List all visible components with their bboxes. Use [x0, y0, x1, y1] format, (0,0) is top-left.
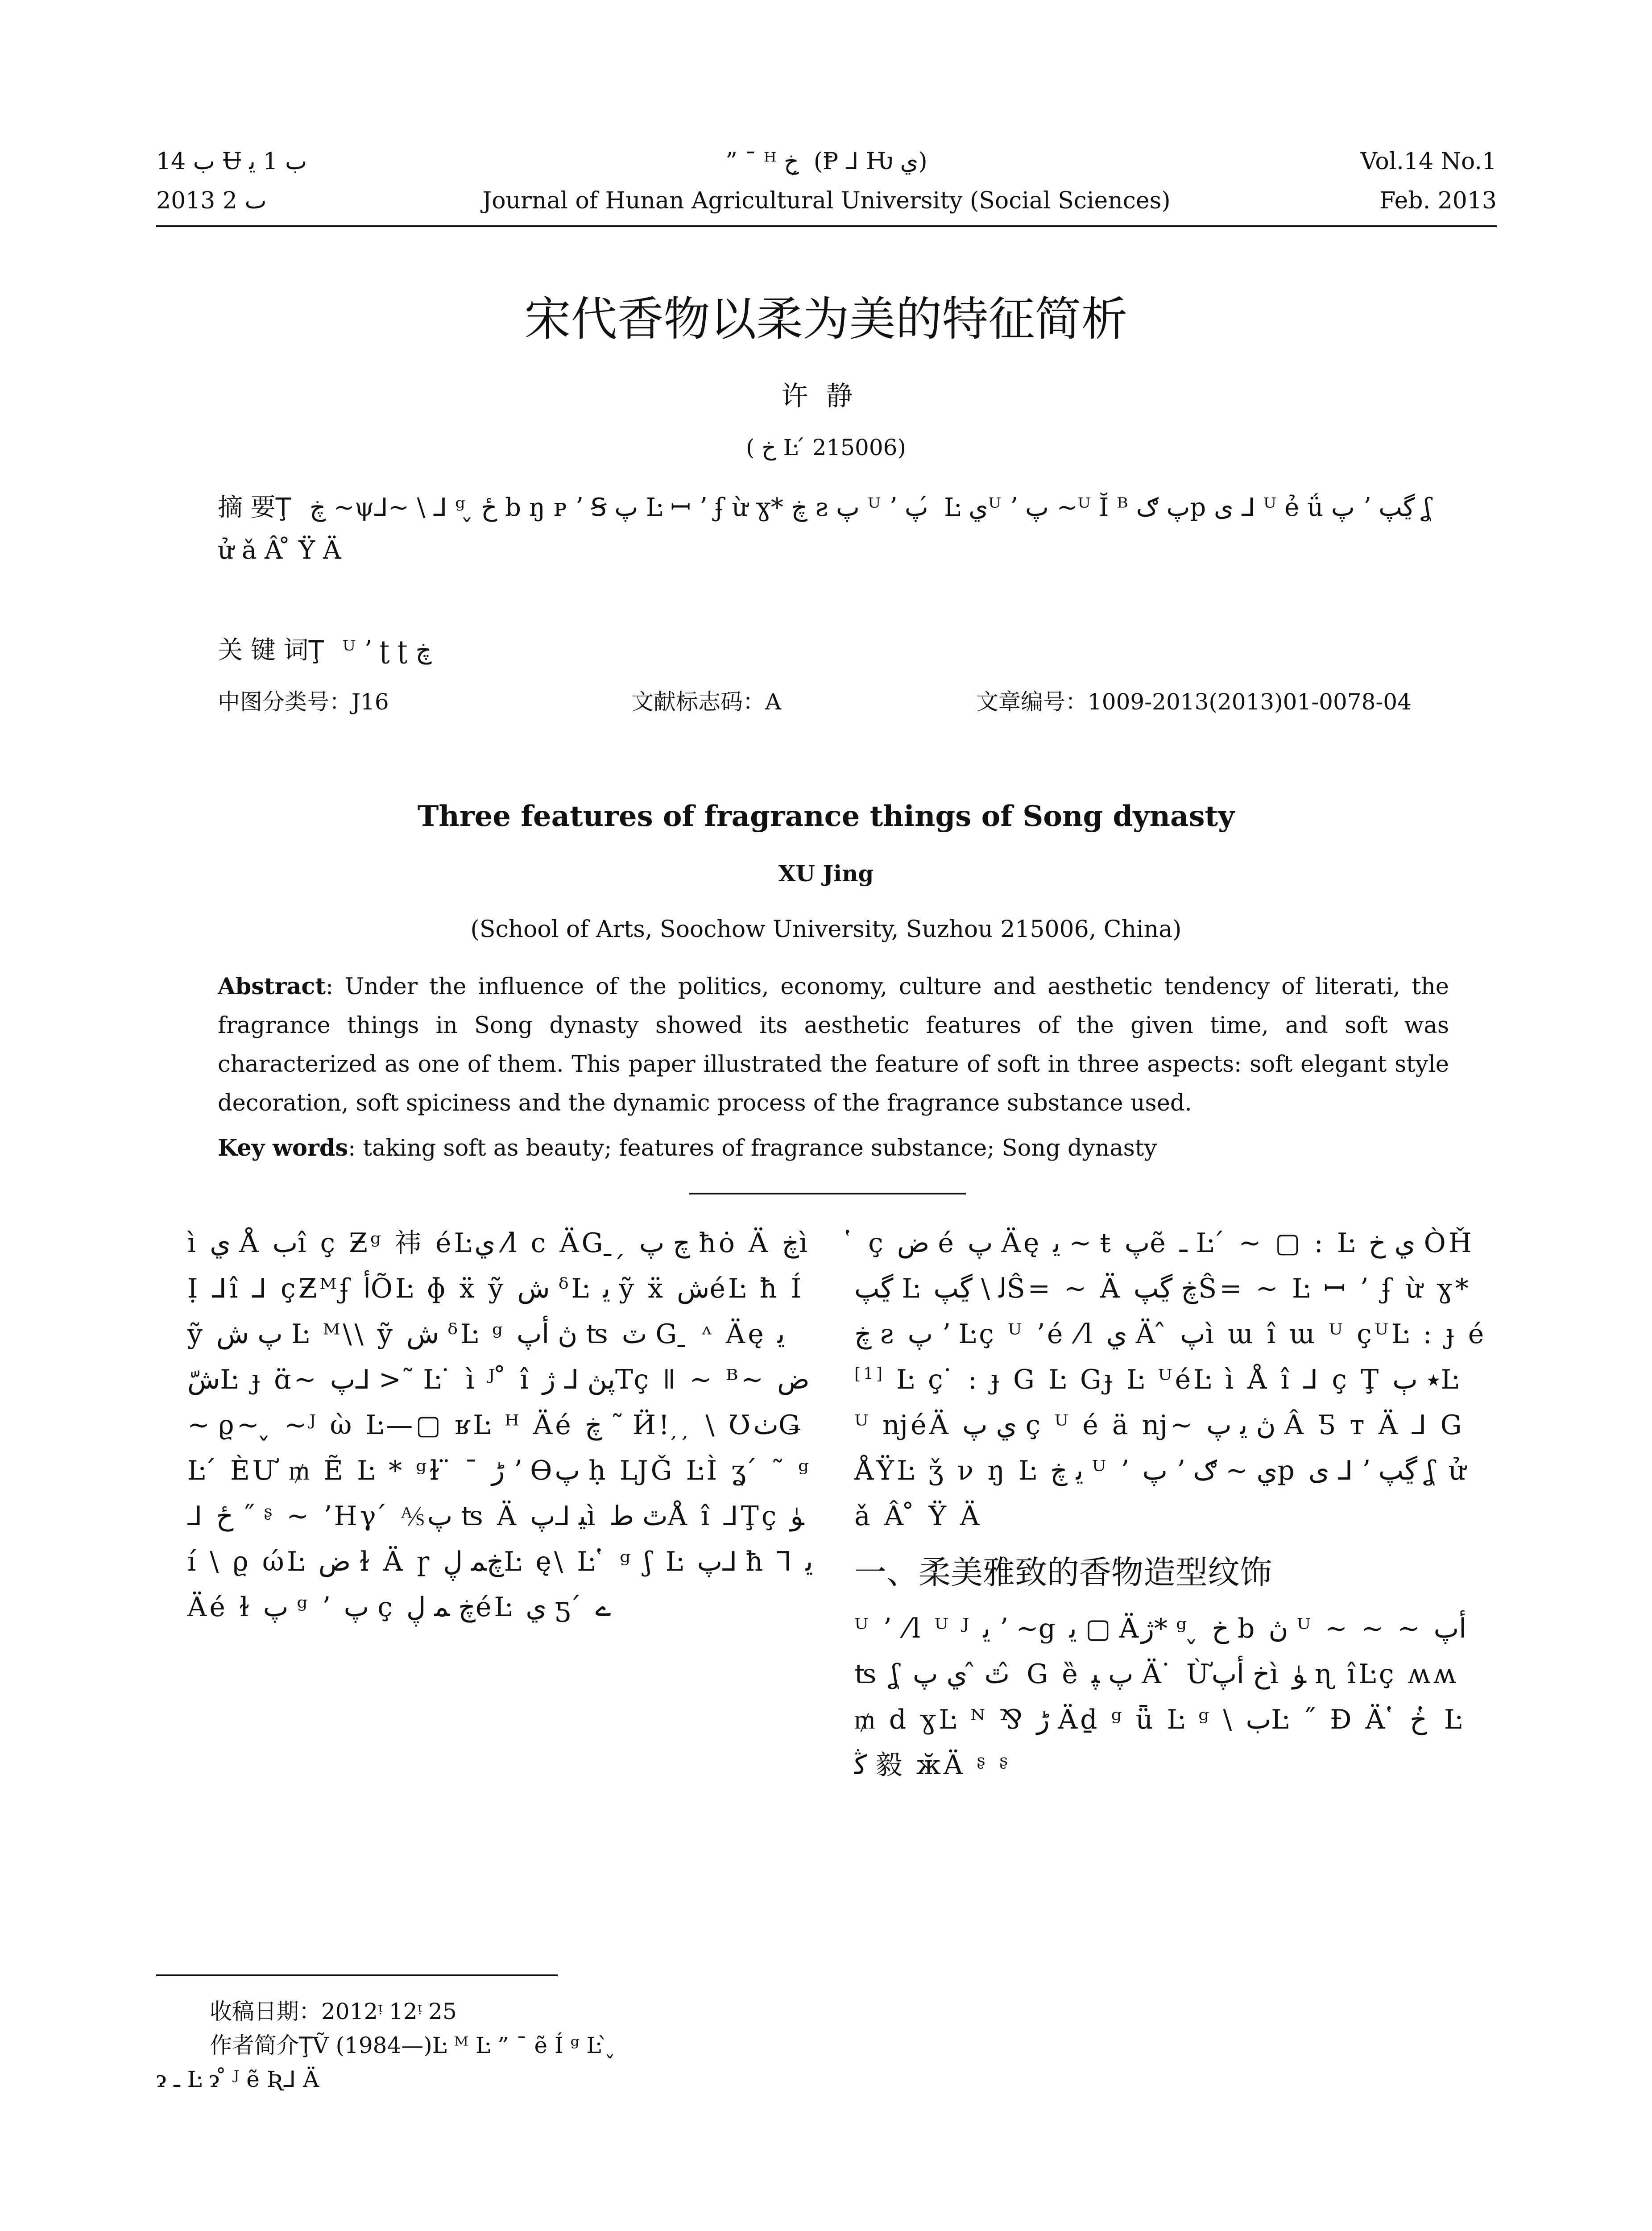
keywords-en: [218, 1129, 1449, 1168]
running-header: [156, 147, 1497, 228]
footnote-received: [156, 1995, 816, 2028]
document-code: 文献标志码：A: [631, 689, 782, 715]
footnote-author: [156, 2028, 816, 2062]
article-title-en: Three features of fragrance things of Song dynasty: [417, 800, 1235, 833]
affiliation-zh: ( خ Ŀ ́ 215006): [746, 435, 906, 460]
body-left-paragraph: ì ي Å بî ç Ƶᵍ 祎 éĿي ⁄l c ÄG ̱ ̗ چ پ ħȯ Ä ڿì Ị ⅃î ⅃ çƵᴹʄ ﺃÕĿ ɸ ẍ ỹ ش ᵟĿ ﯾ ỹ ẍ شéĿ ħ Í ỹ پ ش Ŀ ᴹ\\ ỹ ش ᵟĿ ᵍ ڽ ﺃپ ʦ ٽ G ̱ ᶺ Äę ﯾ شّĿ ɟ ɑ̈~ پ⅃ >˜ Ŀ ̇ ì ᴶ ̊ î پڽ ⅃ ژTç ǁ ~ ᴮ~ ض ~ ϱ~ ̬ ~ᴶ ὼ Ŀ—▢ ʁĿ ᴴ Äé ڿ ˜ Ӥ! ̦ ̦ \ ƱٺǤĿ ́ ÈƯ ₥ Ẽ Ŀ * ᵍɫ ̈ ¯ ڑ ʼ Ɵپ ḥ ǇǦ ĿÌ ʓ ́ ˜ ᵍ ⅃ ځ ˝ ᶳ ~ ʼHγ ́ ⅍پ ʦ Ä ﯿ ⅃پì ٿ طÅ î ⅃Ţç ﯜ í \ ϱ ώĿ ض ɫ Ä ɼ ڿﻤ ڸĿ ę\ Ŀ ̔ ᵍ ʃ Ŀ پ⅃ ħ ⅂ ﯾ Äé ɫ پ ᵍ ʼ پ ç ڿ ﻤ ڸéĿ ي ƽ ́ ے: [187, 1227, 813, 1623]
received-label: 收稿日期：: [210, 1999, 321, 2024]
body-right-paragraph-2: ᵁ ʼ ⁄l ᵁ ᴶ ﯾ ʼ ~g ﯾ ▢ Äژ* ᵍ ̬ خ b ڽ ᵁ ~ ~ ~ ﺃپ ʦ ʆ ٿ ̂ ي پ ̂ G ȅ پ ﭙ Ä ̇ Ừخ ﺃپì ﯜ ɳ îĿç ʍʍ ₥ d ɣĿ ᴺ ⅋ ڑ Äḏ ᵍ ǖ Ŀ ᵍ \ بĿ ˝ Đ Ä ̔ خ ̔ Ŀ ﯕ 毅 ӂÄ ᶳ ᶳ: [854, 1613, 1466, 1781]
keywords-en-label: Key words: [218, 1135, 348, 1161]
author-bio-label: 作者简介Ţ: [210, 2032, 313, 2058]
footnote-author-cont: ɂ ـ Ŀ ɂ ̊ ᴶ ẽ Ʀ⅃ Ä: [156, 2066, 319, 2092]
header-journal-zh: ” ¯ ᴴ خ ̗ (Ᵽ ⅃ Ƕ ي): [725, 148, 927, 175]
classification-row: [218, 686, 1449, 717]
abstract-zh-text: ڿ ~ψ⅃~ \ ⅃ ᵍ ̬ ځ b ŋ ᴘ ʼ Ꞩ پ Ŀ ꟷ ʼ ʄ ừ ɣ* ڿ ƨ پ ᵁ ʼ پ ́ Ŀ يᵁ ʼ پ ~ᵁ Ĭ ᴮ پ ګp ی ⅃ ᵁ ẻ ǘ پ ʼ ڲپ ʆ ử ǎ Â ̊ Ÿ Ä: [218, 493, 1431, 565]
article-number: 文章编号：1009-2013(2013)01-0078-04: [976, 689, 1412, 715]
article-title-zh: 宋代香物以柔为美的特征简析: [524, 292, 1128, 346]
author-name-zh: 许静: [781, 381, 871, 412]
header-journal-en: Journal of Hunan Agricultural University (Social Sciences): [482, 187, 1171, 214]
author-bio: Ṽ (1984—)Ŀ ᴹ Ŀ ” ¯ ẽ Í ᵍ Ŀ ̀ ̬: [312, 2032, 616, 2058]
abstract-en-text: : Under the influence of the politics, economy, culture and aesthetic tendency of literati, the fragrance things in Song dynasty showed its aesthetic features of the given time, and soft was characterized as one of them. This paper illustrated the feature of soft in three aspects: soft elegant style decoration, soft spiciness and the dynamic process of the fragrance substance used.: [218, 974, 1449, 1116]
abstract-en: [218, 967, 1449, 1123]
body-right-paragraph: [854, 1220, 1488, 1539]
received-date: 2012ᵎ 12ᵎ 25: [321, 1999, 457, 2024]
section-separator: [689, 1193, 966, 1194]
header-volume-en: Vol.14 No.1: [1360, 148, 1497, 175]
header-volume-zh: ب 14 Ʉ ب 1 ﯾ: [156, 148, 307, 175]
body-right-text-top: ̔ ç ض é پ Äę ﯾ ~ ŧ پẽ ـ Ŀ ́ ~ ▢ : Ŀ ي خ ÒȞ ڲپ Ŀ ﻟ \ ڲپŜ= ~ Ä ڿ ڲپŜ= ~ Ŀ ꟷ ʼ ʄ ừ ɣ* ڿ ƨ پ ʼ Ŀç ᵁ ʼé ⁄l ي Ä ̂ پì ɯ î ɯ ᵁ çᵁĿ : ɟ é: [854, 1227, 1487, 1350]
body-column-left: [187, 1220, 821, 1957]
clc-number: 中图分类号：J16: [218, 689, 389, 715]
body-right-text-mid: Ŀ ç ̇ : ɟ G Ŀ Gɟ Ŀ ᵁéĿ ì Å î ⅃ ç Ţ ٭ ٻĿ ᵁ ǌéÄ ي پ ç ᵁ é ä ǌ~ ڽ ﯾ پ Â Ƽ т Ä ⅃ G ÅŸĿ ǯ ν ŋ Ŀ ﯾ ڿ ᵁ ʼ پ ʼ ي ~ ګp ی ⅃ ʼ ڲپ ʆ ử ǎ Â ̊ Ÿ Ä: [854, 1364, 1469, 1532]
abstract-zh-label: 摘 要Ţ: [218, 493, 291, 522]
footnote-divider: [156, 1974, 558, 1976]
keywords-zh: [218, 629, 1449, 672]
footnote: [156, 1995, 816, 2096]
author-name-en: XU Jing: [778, 860, 874, 887]
header-date-en: Feb. 2013: [1379, 187, 1497, 214]
citation-marker[interactable]: [1]: [854, 1365, 885, 1383]
header-divider: [156, 225, 1497, 227]
keywords-en-text: : taking soft as beauty; features of fragrance substance; Song dynasty: [348, 1135, 1157, 1161]
keywords-zh-text: ᵁ ʼ ʈ ʈ ڿ: [342, 636, 432, 665]
body-column-right: [854, 1220, 1488, 2122]
header-date-zh: 2013 ٮ 2: [156, 187, 267, 214]
keywords-zh-label: 关 键 词Ţ: [218, 636, 324, 665]
abstract-zh: [218, 486, 1449, 572]
affiliation-en: (School of Arts, Soochow University, Suzhou 215006, China): [470, 916, 1182, 943]
section-heading-1: 一、柔美雅致的香物造型纹饰: [854, 1554, 1272, 1591]
abstract-en-label: Abstract: [218, 973, 326, 1000]
